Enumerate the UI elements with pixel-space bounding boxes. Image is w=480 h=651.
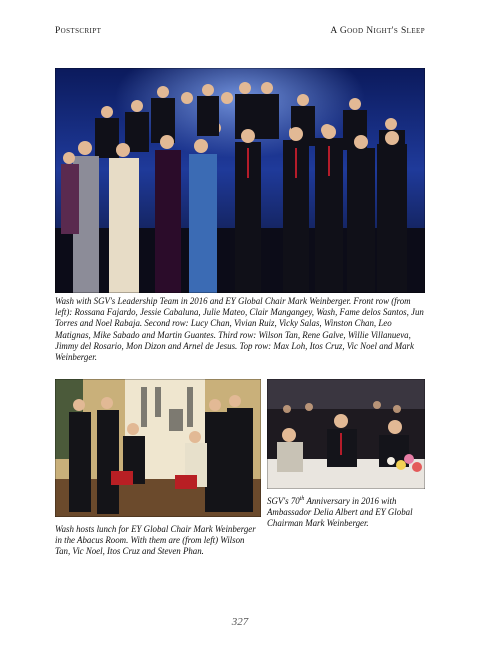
anniversary-dinner-photo: [267, 379, 425, 489]
leadership-team-photo: [55, 68, 425, 293]
anniversary-caption-post: Anniversary in 2016 with Ambassador Delia Albert and EY Global Chairman Mark Weinberger.: [267, 495, 413, 529]
abacus-room-lunch-photo: [55, 379, 261, 517]
anniversary-caption-pre: SGV's 70: [267, 495, 300, 506]
page-number: 327: [231, 616, 249, 628]
leadership-team-caption: Wash with SGV's Leadership Team in 2016 and EY Global Chair Mark Weinberger. Front row (from left): Rossana Fajardo, Jessie Cabaluna, Julie Mateo, Clair Mangangey, Wash, Fame delos Santos, Jun Torres and Noel Rabaja. Second row: Lucy Chan, Vivian Ruiz, Vicky Salas, Winston Chan, Leo Matignas, Mike Sabado and Martin Guantes. Third row: Wilson Tan, Rene Galve, Willie Villanueva, Jimmy del Rosario, Mon Dizon and Arnel de Jesus. Top row: Max Loh, Itos Cruz, Vic Noel and Mark Weinberger.: [55, 296, 424, 363]
abacus-room-lunch-caption: Wash hosts lunch for EY Global Chair Mark Weinberger in the Abacus Room. With them are (from left) Wilson Tan, Vic Noel, Itos Cruz and Steven Phan.: [55, 524, 256, 557]
anniversary-dinner-caption: [267, 494, 425, 530]
running-head-right: A Good Night's Sleep: [330, 26, 425, 36]
running-head-left: Postscript: [55, 26, 102, 36]
anniversary-caption-sup: th: [299, 496, 305, 502]
